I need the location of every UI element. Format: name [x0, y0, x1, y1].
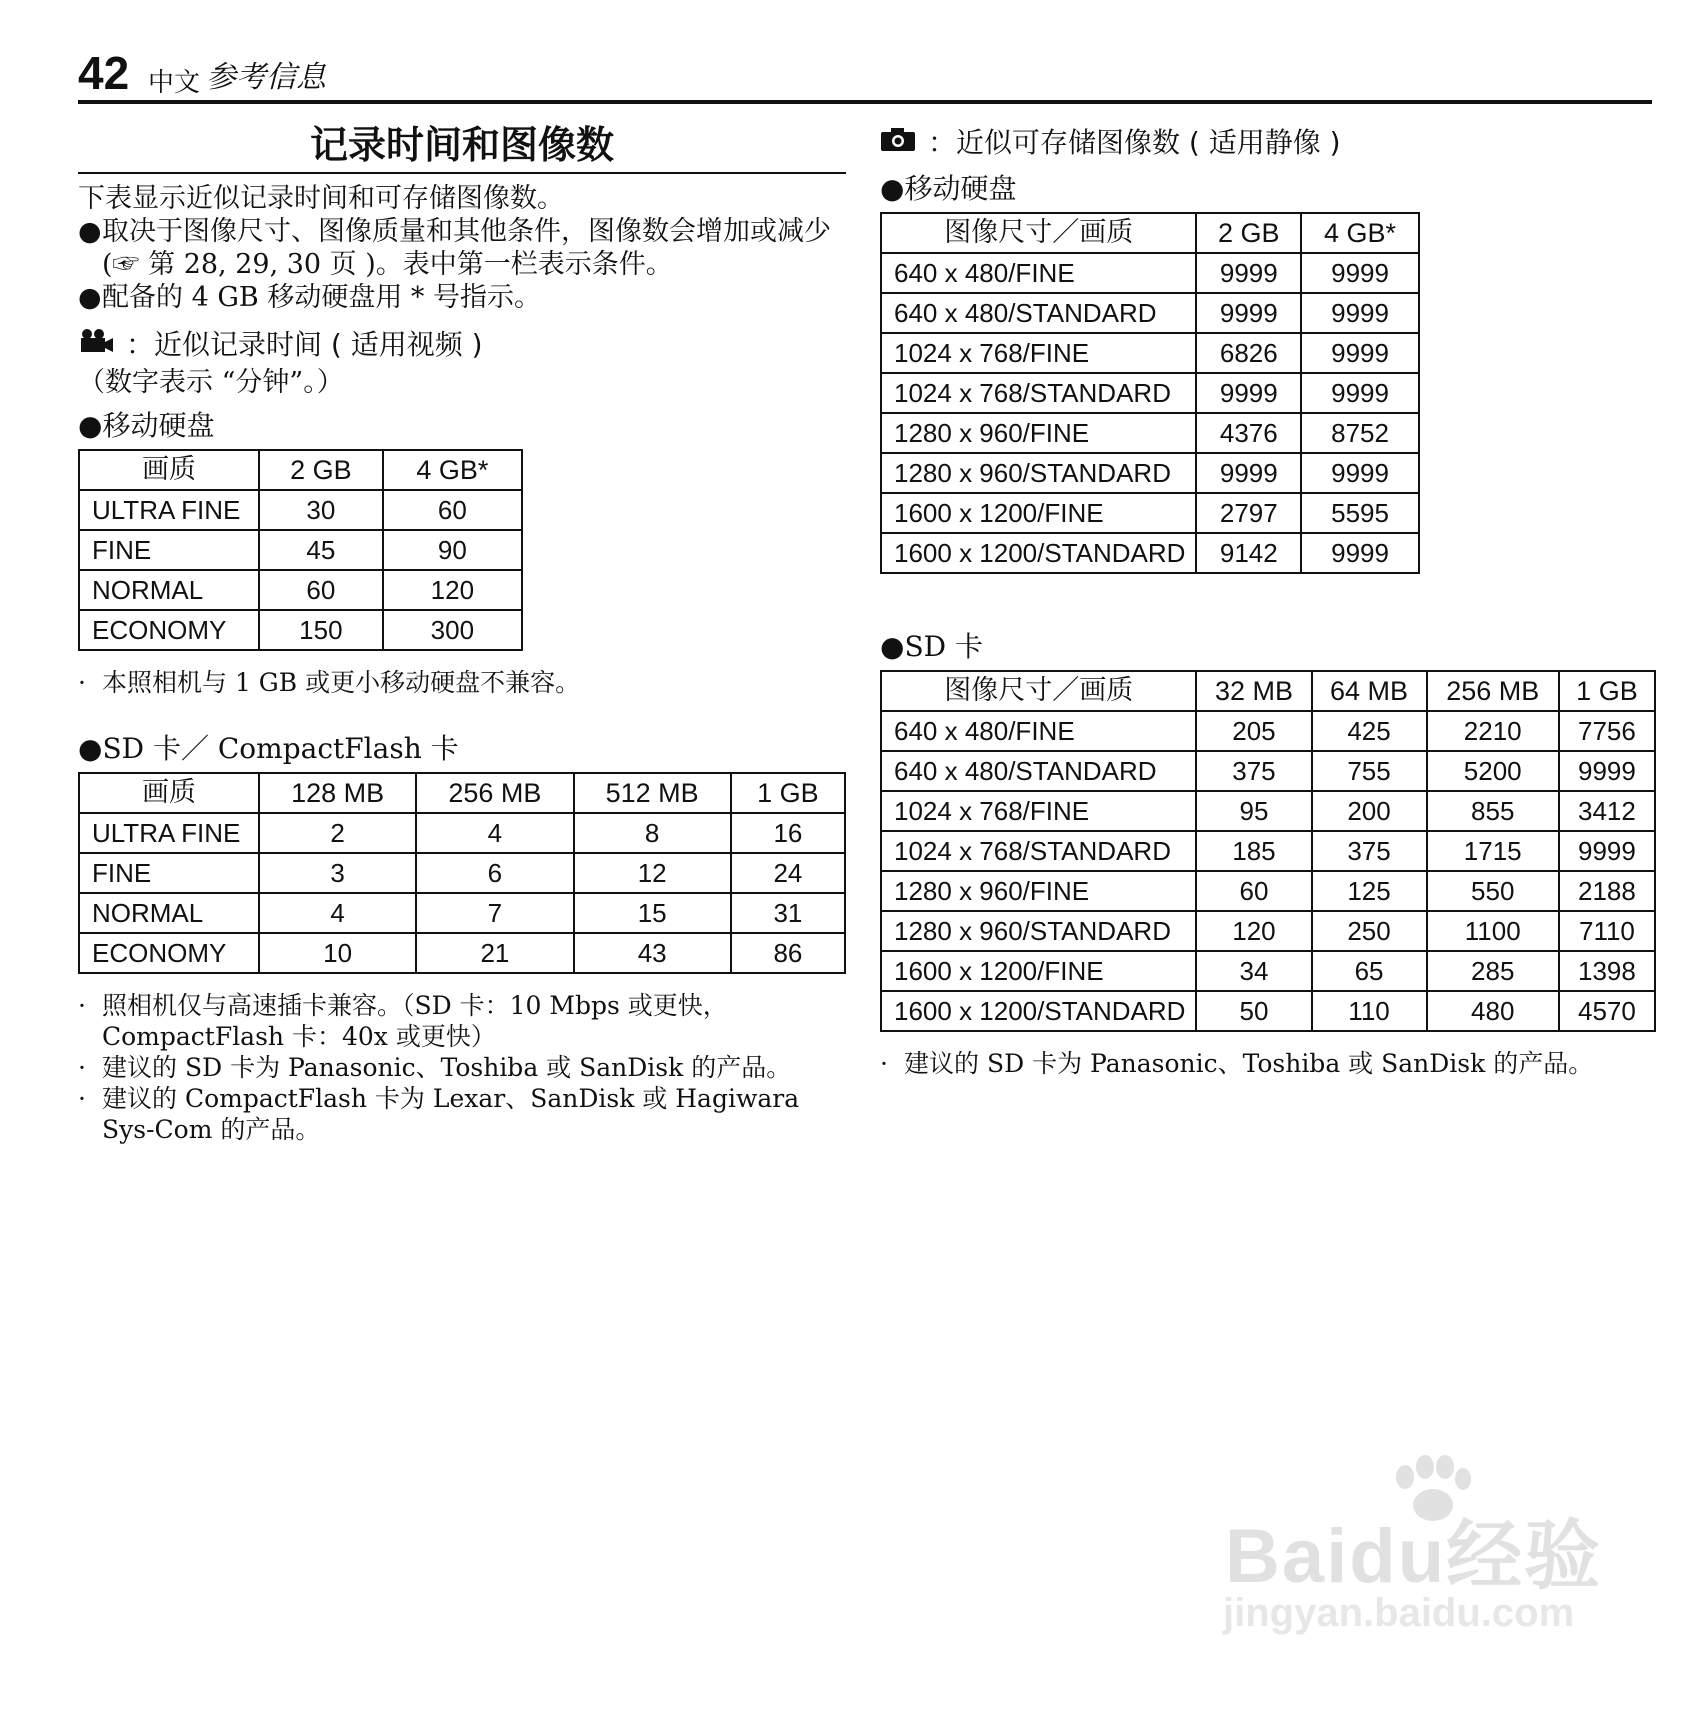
table-header-cell: 32 MB	[1196, 671, 1311, 711]
table-row	[881, 373, 1419, 413]
hdd-heading	[78, 409, 846, 443]
table-cell: 120	[1196, 911, 1311, 951]
table-cell: 8752	[1301, 413, 1419, 453]
note-dot-icon: ·	[880, 1049, 888, 1078]
watermark-brand: Baidu经验	[1225, 1514, 1603, 1599]
table-cell: ULTRA FINE	[79, 490, 259, 530]
left-column	[78, 112, 846, 1145]
still-hdd-heading	[880, 172, 1656, 206]
still-hdd-heading-text: 移动硬盘	[904, 172, 1017, 205]
table-cell: 375	[1312, 831, 1427, 871]
still-heading-text: ：近似可存储图像数 ( 适用静像 )	[928, 126, 1341, 159]
table-cell: 9999	[1559, 831, 1655, 871]
table-header-cell: 画质	[79, 773, 259, 813]
table-row	[881, 493, 1419, 533]
table-header-cell: 128 MB	[259, 773, 416, 813]
sd-cf-heading	[78, 732, 846, 766]
table-cell: 60	[259, 570, 383, 610]
table-cell: 1600 x 1200/STANDARD	[881, 533, 1196, 573]
table-cell: 640 x 480/STANDARD	[881, 751, 1196, 791]
table-cell: 9999	[1196, 453, 1301, 493]
table-cell: 9142	[1196, 533, 1301, 573]
table-row	[881, 253, 1419, 293]
table-row	[79, 933, 845, 973]
table-cell: 3412	[1559, 791, 1655, 831]
table-cell: 1024 x 768/STANDARD	[881, 831, 1196, 871]
note-dot-icon: ·	[78, 1053, 86, 1082]
table-cell: 1398	[1559, 951, 1655, 991]
table-cell: 45	[259, 530, 383, 570]
sd-cf-heading-text: SD 卡／ CompactFlash 卡	[102, 732, 459, 765]
table-cell: 7110	[1559, 911, 1655, 951]
table-cell: 86	[731, 933, 845, 973]
table-cell: 7756	[1559, 711, 1655, 751]
table-header-cell: 1 GB	[731, 773, 845, 813]
table-header-row	[79, 773, 845, 813]
table-header-row	[79, 450, 522, 490]
bullet-dot-icon: ●	[880, 630, 905, 663]
table-cell: 31	[731, 893, 845, 933]
table-cell: 1600 x 1200/FINE	[881, 951, 1196, 991]
table-cell: 4	[259, 893, 416, 933]
table-cell: 425	[1312, 711, 1427, 751]
table-header-row	[881, 213, 1419, 253]
table-cell: 15	[574, 893, 731, 933]
table-row	[79, 813, 845, 853]
table-cell: 9999	[1301, 533, 1419, 573]
table-cell: 1715	[1427, 831, 1559, 871]
table-cell: 90	[383, 530, 522, 570]
table-cell: 16	[731, 813, 845, 853]
table-cell: 755	[1312, 751, 1427, 791]
table-row	[881, 911, 1655, 951]
table-cell: 5595	[1301, 493, 1419, 533]
video-heading-text: ：近似记录时间 ( 适用视频 )	[126, 328, 483, 361]
table-cell: 640 x 480/STANDARD	[881, 293, 1196, 333]
table-cell: 8	[574, 813, 731, 853]
table-header-cell: 256 MB	[1427, 671, 1559, 711]
table-row	[79, 490, 522, 530]
table-row	[881, 871, 1655, 911]
hdd-compat-note	[78, 667, 846, 698]
table-cell: 1100	[1427, 911, 1559, 951]
table-cell: 640 x 480/FINE	[881, 711, 1196, 751]
note-dot-icon: ·	[78, 1084, 86, 1113]
table-cell: 6826	[1196, 333, 1301, 373]
table-cell: 1600 x 1200/FINE	[881, 493, 1196, 533]
table-header-cell: 2 GB	[259, 450, 383, 490]
intro-text: 下表显示近似记录时间和可存储图像数。	[78, 183, 564, 214]
card-notes	[78, 990, 846, 1145]
table-header-cell: 64 MB	[1312, 671, 1427, 711]
bullet-dot-icon: ●	[78, 216, 102, 247]
table-cell: FINE	[79, 530, 259, 570]
hdd-heading-text: 移动硬盘	[102, 409, 215, 442]
table-row	[881, 751, 1655, 791]
table-cell: 1024 x 768/STANDARD	[881, 373, 1196, 413]
table-row	[881, 991, 1655, 1031]
bullet-item	[78, 281, 846, 314]
table-cell: 1024 x 768/FINE	[881, 791, 1196, 831]
table-row	[881, 791, 1655, 831]
table-row	[79, 853, 845, 893]
table-cell: 125	[1312, 871, 1427, 911]
table-cell: 3	[259, 853, 416, 893]
table-header-cell: 图像尺寸／画质	[881, 213, 1196, 253]
table-cell: 60	[383, 490, 522, 530]
bullet-dot-icon: ●	[78, 732, 103, 765]
still-hdd-table	[880, 212, 1420, 574]
bullet-text: 配备的 4 GB 移动硬盘用 * 号指示。	[102, 282, 541, 313]
table-cell: 6	[416, 853, 573, 893]
header-section-title: 参考信息	[206, 60, 326, 95]
note-dot-icon: ·	[78, 991, 86, 1020]
table-row	[79, 570, 522, 610]
table-row	[881, 831, 1655, 871]
table-row	[881, 333, 1419, 373]
sd-recommend-note	[880, 1048, 1656, 1079]
video-sd-cf-table	[78, 772, 846, 974]
table-cell: ECONOMY	[79, 933, 259, 973]
table-cell: 60	[1196, 871, 1311, 911]
table-cell: 300	[383, 610, 522, 650]
table-cell: 1280 x 960/STANDARD	[881, 911, 1196, 951]
table-cell: 9999	[1559, 751, 1655, 791]
table-cell: 4376	[1196, 413, 1301, 453]
table-row	[881, 951, 1655, 991]
table-cell: 1280 x 960/STANDARD	[881, 453, 1196, 493]
table-header-cell: 2 GB	[1196, 213, 1301, 253]
table-row	[881, 453, 1419, 493]
video-section-heading	[78, 328, 846, 362]
table-header-cell: 图像尺寸／画质	[881, 671, 1196, 711]
note-item	[78, 1052, 846, 1083]
video-camera-icon	[78, 328, 114, 362]
table-cell: 250	[1312, 911, 1427, 951]
table-cell: 9999	[1196, 373, 1301, 413]
table-cell: 2210	[1427, 711, 1559, 751]
table-cell: NORMAL	[79, 893, 259, 933]
table-cell: 24	[731, 853, 845, 893]
table-header-cell: 1 GB	[1559, 671, 1655, 711]
note-item	[78, 990, 846, 1052]
table-row	[881, 413, 1419, 453]
table-cell: 21	[416, 933, 573, 973]
table-cell: 480	[1427, 991, 1559, 1031]
bullet-text: 取决于图像尺寸、图像质量和其他条件，图像数会增加或减少 (☞ 第 28, 29, 30 页 )。表中第一栏表示条件。	[102, 216, 831, 280]
table-header-cell: 256 MB	[416, 773, 573, 813]
page-title: 记录时间和图像数	[78, 112, 846, 174]
bullet-dot-icon: ●	[880, 172, 905, 205]
note-text: 照相机仅与高速插卡兼容。（SD 卡：10 Mbps 或更快，CompactFlash 卡：40x 或更快）	[102, 991, 728, 1051]
camera-icon	[880, 126, 916, 160]
table-row	[881, 711, 1655, 751]
table-cell: 43	[574, 933, 731, 973]
table-row	[881, 293, 1419, 333]
table-cell: ULTRA FINE	[79, 813, 259, 853]
note-text: 建议的 SD 卡为 Panasonic、Toshiba 或 SanDisk 的产品。	[102, 1053, 792, 1082]
table-cell: 1280 x 960/FINE	[881, 413, 1196, 453]
page-header	[78, 48, 1652, 104]
table-row	[881, 533, 1419, 573]
note-text: 本照相机与 1 GB 或更小移动硬盘不兼容。	[102, 668, 581, 697]
note-text: 建议的 CompactFlash 卡为 Lexar、SanDisk 或 Hagiwara Sys-Com 的产品。	[102, 1084, 800, 1144]
table-cell: 110	[1312, 991, 1427, 1031]
table-cell: 9999	[1301, 453, 1419, 493]
table-cell: ECONOMY	[79, 610, 259, 650]
table-cell: FINE	[79, 853, 259, 893]
table-cell: 9999	[1301, 253, 1419, 293]
table-cell: 2	[259, 813, 416, 853]
table-cell: 4	[416, 813, 573, 853]
table-cell: 9999	[1301, 333, 1419, 373]
table-cell: 150	[259, 610, 383, 650]
table-header-cell: 4 GB*	[383, 450, 522, 490]
note-item	[78, 1083, 846, 1145]
bullet-dot-icon: ●	[78, 409, 103, 442]
table-cell: 9999	[1196, 293, 1301, 333]
table-cell: 7	[416, 893, 573, 933]
table-cell: NORMAL	[79, 570, 259, 610]
table-cell: 12	[574, 853, 731, 893]
table-header-cell: 512 MB	[574, 773, 731, 813]
bullet-item	[78, 215, 846, 281]
table-cell: 375	[1196, 751, 1311, 791]
table-cell: 855	[1427, 791, 1559, 831]
table-cell: 65	[1312, 951, 1427, 991]
table-row	[79, 530, 522, 570]
still-sd-heading	[880, 630, 1656, 664]
note-text: 建议的 SD 卡为 Panasonic、Toshiba 或 SanDisk 的产品。	[904, 1049, 1594, 1078]
bullet-dot-icon: ●	[78, 282, 102, 313]
video-unit-note: （数字表示 “分钟”。）	[78, 367, 344, 398]
baidu-watermark	[1205, 1455, 1625, 1655]
right-column	[880, 112, 1656, 1079]
table-cell: 50	[1196, 991, 1311, 1031]
table-header-row	[881, 671, 1655, 711]
table-cell: 200	[1312, 791, 1427, 831]
header-language: 中文	[148, 68, 201, 98]
still-sd-heading-text: SD 卡	[904, 630, 983, 663]
table-cell: 1280 x 960/FINE	[881, 871, 1196, 911]
watermark-url: jingyan.baidu.com	[1223, 1591, 1575, 1635]
note-dot-icon: ·	[78, 668, 86, 697]
table-cell: 2797	[1196, 493, 1301, 533]
table-cell: 205	[1196, 711, 1311, 751]
table-cell: 5200	[1427, 751, 1559, 791]
table-cell: 285	[1427, 951, 1559, 991]
table-cell: 95	[1196, 791, 1311, 831]
table-cell: 185	[1196, 831, 1311, 871]
table-row	[79, 893, 845, 933]
table-cell: 120	[383, 570, 522, 610]
table-cell: 30	[259, 490, 383, 530]
table-cell: 2188	[1559, 871, 1655, 911]
table-cell: 1600 x 1200/STANDARD	[881, 991, 1196, 1031]
table-cell: 34	[1196, 951, 1311, 991]
still-sd-table	[880, 670, 1656, 1032]
still-section-heading	[880, 126, 1656, 160]
table-header-cell: 画质	[79, 450, 259, 490]
table-cell: 9999	[1196, 253, 1301, 293]
table-cell: 640 x 480/FINE	[881, 253, 1196, 293]
page-number: 42	[78, 47, 130, 99]
table-cell: 9999	[1301, 293, 1419, 333]
table-row	[79, 610, 522, 650]
table-cell: 1024 x 768/FINE	[881, 333, 1196, 373]
table-cell: 550	[1427, 871, 1559, 911]
video-hdd-table	[78, 449, 523, 651]
table-header-cell: 4 GB*	[1301, 213, 1419, 253]
table-cell: 10	[259, 933, 416, 973]
table-cell: 4570	[1559, 991, 1655, 1031]
table-cell: 9999	[1301, 373, 1419, 413]
